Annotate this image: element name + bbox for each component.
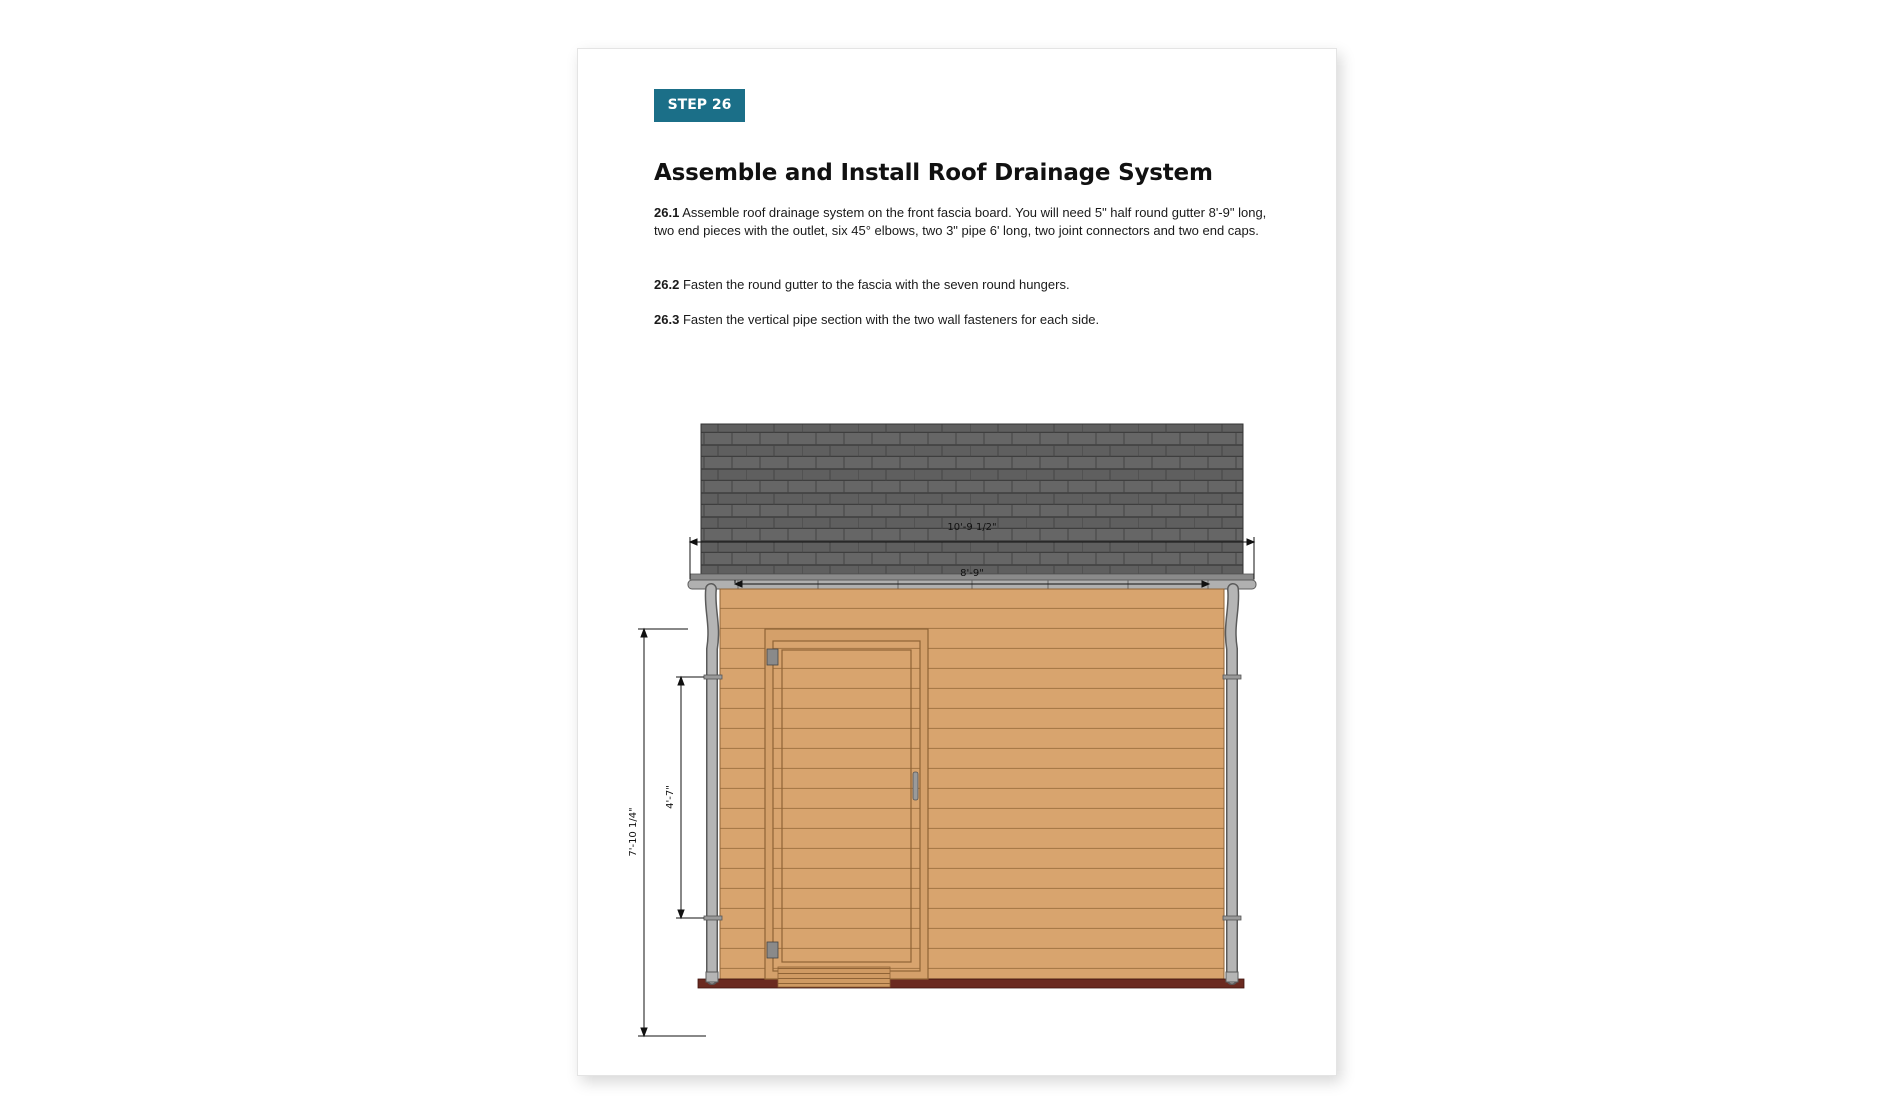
dimension-label-fastener-spacing: 4'-7" — [665, 785, 676, 809]
right-downspout — [1223, 589, 1241, 982]
door-handle — [913, 772, 918, 800]
instruction-page — [577, 48, 1337, 1076]
instruction-text: Assemble roof drainage system on the front fascia board. You will need 5" half round gutter 8'-9" long, two end pieces with the outlet, six 45° elbows, two 3" pipe 6' long, two joint connectors and two end caps. — [654, 205, 1267, 238]
instruction-text: Fasten the round gutter to the fascia with the seven round hungers. — [682, 277, 1070, 292]
door-hinge-bottom — [767, 942, 778, 958]
dimension-fastener-spacing — [676, 677, 704, 918]
instruction-number: 26.2 — [654, 277, 680, 292]
dimension-label-roof: 10'-9 1/2" — [947, 522, 997, 533]
dimension-wall-height — [638, 629, 706, 1036]
entry-step — [778, 967, 890, 987]
left-downspout — [704, 589, 722, 982]
instruction-number: 26.1 — [654, 205, 680, 220]
step-badge: STEP 26 — [654, 89, 745, 122]
page-title: Assemble and Install Roof Drainage System — [654, 160, 1213, 186]
dimension-label-gutter: 8'-9" — [960, 568, 984, 579]
roof-shingles — [701, 424, 1243, 574]
door-slab — [773, 641, 920, 971]
shed-elevation-drawing — [578, 49, 1338, 1077]
instruction-text: Fasten the vertical pipe section with the two wall fasteners for each side. — [682, 312, 1100, 327]
instruction-number: 26.3 — [654, 312, 680, 327]
door-hinge-top — [767, 649, 778, 665]
dimension-label-wall-height: 7'-10 1/4" — [628, 807, 639, 857]
